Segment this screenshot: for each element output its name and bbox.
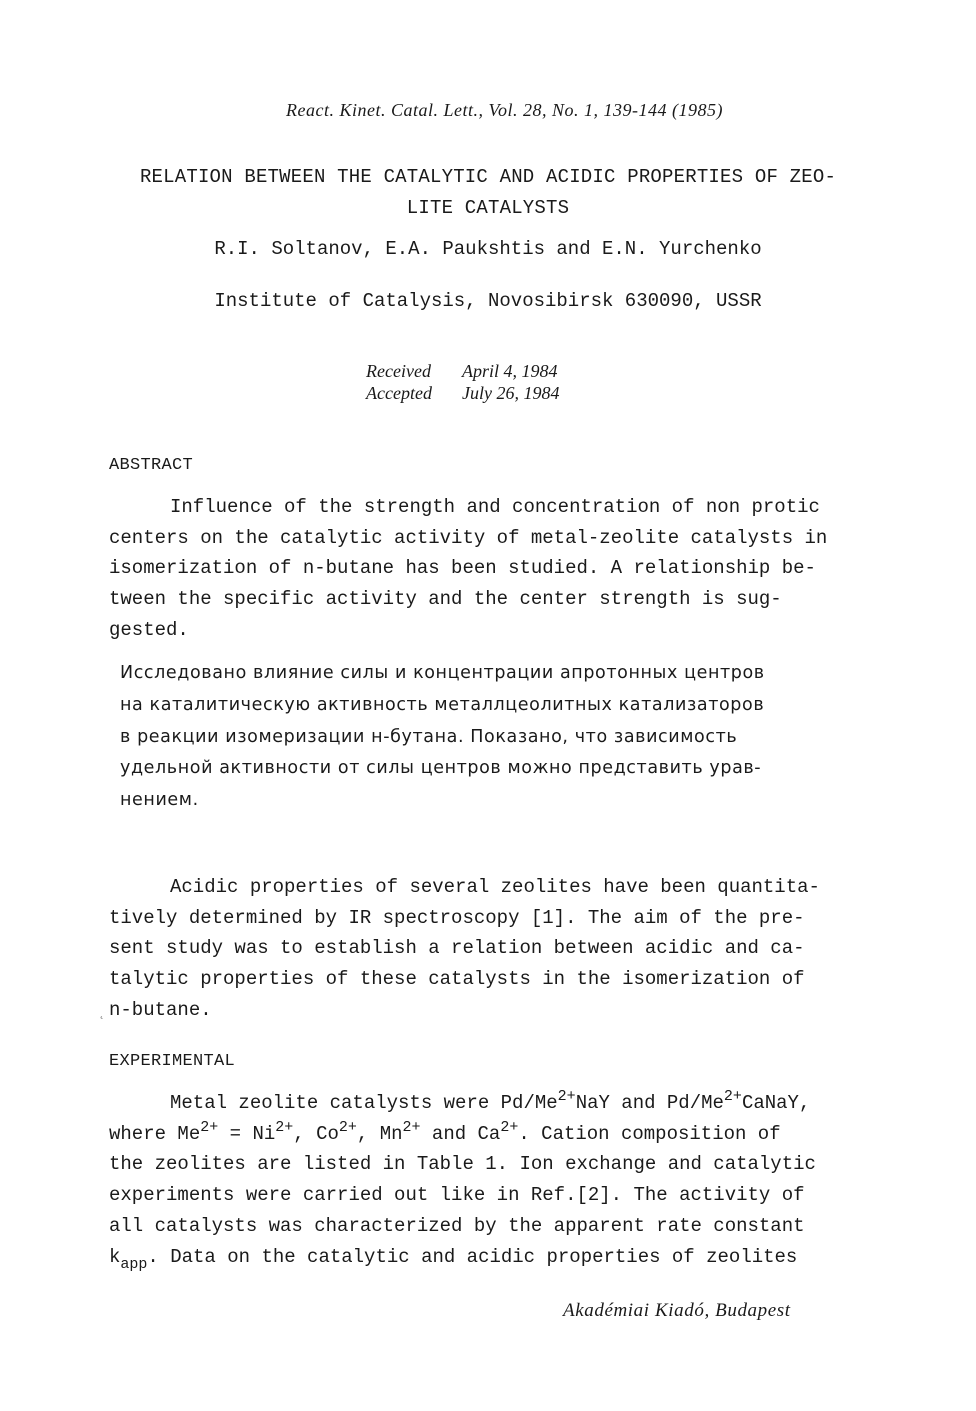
abstract-ru-line: удельной активности от силы центров можно представить урав- — [120, 758, 762, 779]
accepted-row — [366, 382, 559, 404]
publisher-footer: Akadémiai Kiadó, Budapest — [563, 1300, 791, 1321]
received-date: April 4, 1984 — [462, 361, 558, 381]
exp-line-5: all catalysts was characterized by the apparent rate constant — [109, 1214, 805, 1237]
abstract-en-line: centers on the catalytic activity of metal-zeolite catalysts in — [109, 526, 828, 549]
intro-line: talytic properties of these catalysts in the isomerization of — [109, 968, 805, 991]
abstract-ru-line: на каталитическую активность металлцеолитных катализаторов — [120, 694, 765, 715]
intro-line: tively determined by IR spectroscopy [1]. The aim of the pre- — [109, 906, 805, 929]
abstract-en-line: Influence of the strength and concentration of non protic — [170, 496, 820, 518]
margin-mark: ˛ — [98, 1006, 106, 1020]
intro-line: Acidic properties of several zeolites have been quantita- — [170, 876, 820, 898]
journal-citation: React. Kinet. Catal. Lett., Vol. 28, No. 1, 139-144 (1985) — [286, 100, 723, 120]
abstract-english — [109, 492, 869, 646]
exp-line-4: experiments were carried out like in Ref.[2]. The activity of — [109, 1184, 805, 1207]
abstract-en-line: gested. — [109, 618, 189, 641]
exp-line-2: where $Me^{2+} = Ni^{2+}$, $Co^{2+}$, $Mn^{2+}$ and $Ca^{2+}$. Cation composition of — [109, 1118, 781, 1145]
paper-title-line-1: RELATION BETWEEN THE CATALYTIC AND ACIDIC PROPERTIES OF ZEO- — [139, 166, 837, 188]
experimental-paragraph — [109, 1088, 869, 1272]
dates-block — [366, 360, 559, 404]
abstract-en-line: isomerization of n-butane has been studied. A relationship be- — [109, 557, 816, 580]
accepted-date: July 26, 1984 — [462, 383, 560, 403]
exp-line-3: the zeolites are listed in Table 1. Ion exchange and catalytic — [109, 1153, 816, 1176]
abstract-ru-line: в реакции изомеризации н-бутана. Показано, что зависимость — [120, 726, 738, 747]
authors: R.I. Soltanov, E.A. Paukshtis and E.N. Yurchenko — [214, 238, 762, 260]
paper-title-line-2: LITE CATALYSTS — [406, 197, 570, 219]
exp-line-1: Metal zeolite catalysts were $Pd/Me^{2+}NaY$ and $Pd/Me^{2+}CaNaY$, — [170, 1088, 811, 1114]
abstract-ru-line: Исследовано влияние силы и концентрации апротонных центров — [120, 663, 765, 683]
abstract-russian — [120, 658, 860, 817]
abstract-heading: ABSTRACT — [109, 456, 194, 475]
accepted-label: Accepted — [366, 383, 432, 403]
abstract-en-line: tween the specific activity and the center strength is sug- — [109, 588, 782, 611]
received-row — [366, 360, 559, 382]
institution: Institute of Catalysis, Novosibirsk 630090, USSR — [214, 290, 762, 312]
introduction-paragraph — [109, 872, 869, 1026]
intro-line: n-butane. — [109, 998, 212, 1021]
experimental-heading: EXPERIMENTAL — [109, 1052, 236, 1071]
abstract-ru-line: нением. — [120, 790, 199, 811]
intro-line: sent study was to establish a relation between acidic and ca- — [109, 937, 805, 960]
received-label: Received — [366, 361, 431, 381]
exp-line-6: $k_{app}$. Data on the catalytic and acidic properties of zeolites — [109, 1245, 798, 1273]
